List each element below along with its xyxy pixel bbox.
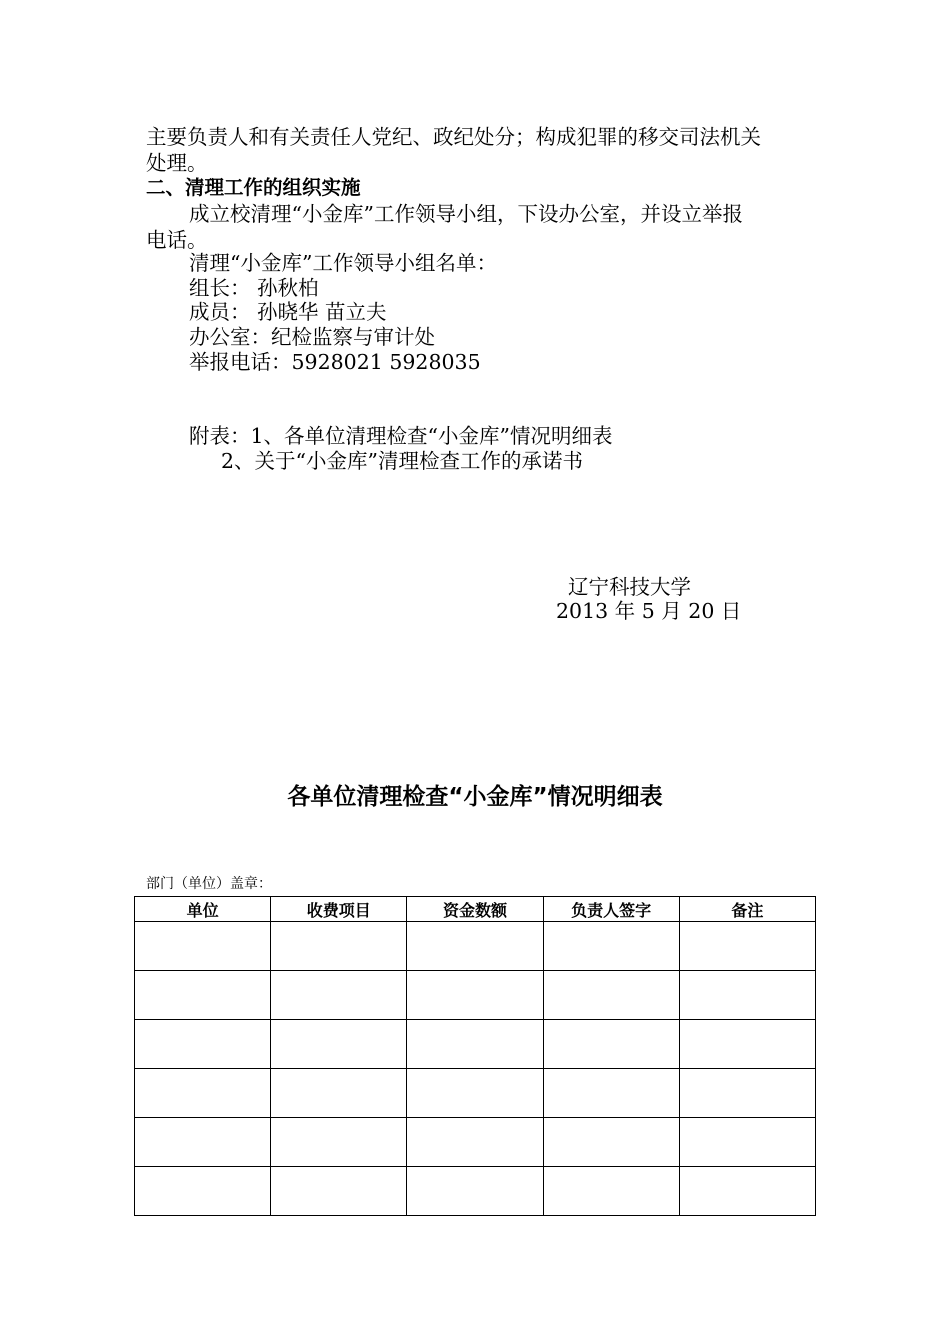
table-cell [679,922,815,971]
table-cell [407,1167,543,1216]
table-cell [271,1167,407,1216]
table-cell [679,1020,815,1069]
table-row [135,1020,816,1069]
paragraph-line: 主要负责人和有关责任人党纪、政纪处分；构成犯罪的移交司法机关 [146,125,761,149]
signature-org: 辽宁科技大学 [568,575,691,599]
table-cell [135,1167,271,1216]
section-heading: 二、清理工作的组织实施 [146,176,361,199]
table-cell [543,922,679,971]
column-header: 资金数额 [407,897,543,922]
table-cell [271,1069,407,1118]
table-cell [543,971,679,1020]
column-header: 备注 [679,897,815,922]
table-cell [679,971,815,1020]
table-cell [271,1118,407,1167]
table-cell [407,971,543,1020]
table-row [135,1118,816,1167]
table-cell [271,1020,407,1069]
table-cell [135,1020,271,1069]
table-cell [679,1069,815,1118]
group-leader: 组长： 孙秋柏 [189,276,319,300]
table-cell [543,1118,679,1167]
paragraph-line: 成立校清理“小金库”工作领导小组，下设办公室，并设立举报 [189,202,743,226]
table-cell [407,922,543,971]
attachment-item: 2、关于“小金库”清理检查工作的承诺书 [221,449,584,473]
column-header: 负责人签字 [543,897,679,922]
table-cell [543,1069,679,1118]
table-cell [271,922,407,971]
table-cell [271,971,407,1020]
table-cell [135,922,271,971]
attachment-item: 附表：1、各单位清理检查“小金库”情况明细表 [189,424,613,448]
table-cell [135,971,271,1020]
table-row [135,971,816,1020]
table-row [135,922,816,971]
table-cell [543,1167,679,1216]
table-cell [407,1069,543,1118]
detail-table [134,896,816,1216]
table-title: 各单位清理检查“小金库”情况明细表 [287,784,663,810]
signature-date: 2013 年 5 月 20 日 [556,599,742,623]
table-cell [679,1118,815,1167]
table-cell [407,1020,543,1069]
table-cell [543,1020,679,1069]
group-members: 成员： 孙晓华 苗立夫 [189,300,387,324]
group-list-title: 清理“小金库”工作领导小组名单： [189,251,497,275]
table-cell [407,1118,543,1167]
paragraph-line: 电话。 [146,228,208,252]
table-header-row [135,897,816,922]
department-stamp-label: 部门（单位）盖章： [146,876,272,892]
table-cell [135,1118,271,1167]
office-line: 办公室：纪检监察与审计处 [189,325,435,349]
table-row [135,1069,816,1118]
paragraph-line: 处理。 [146,151,208,175]
table-row [135,1167,816,1216]
table-cell [679,1167,815,1216]
table-cell [135,1069,271,1118]
hotline-line: 举报电话：5928021 5928035 [189,350,481,374]
column-header: 单位 [135,897,271,922]
column-header: 收费项目 [271,897,407,922]
